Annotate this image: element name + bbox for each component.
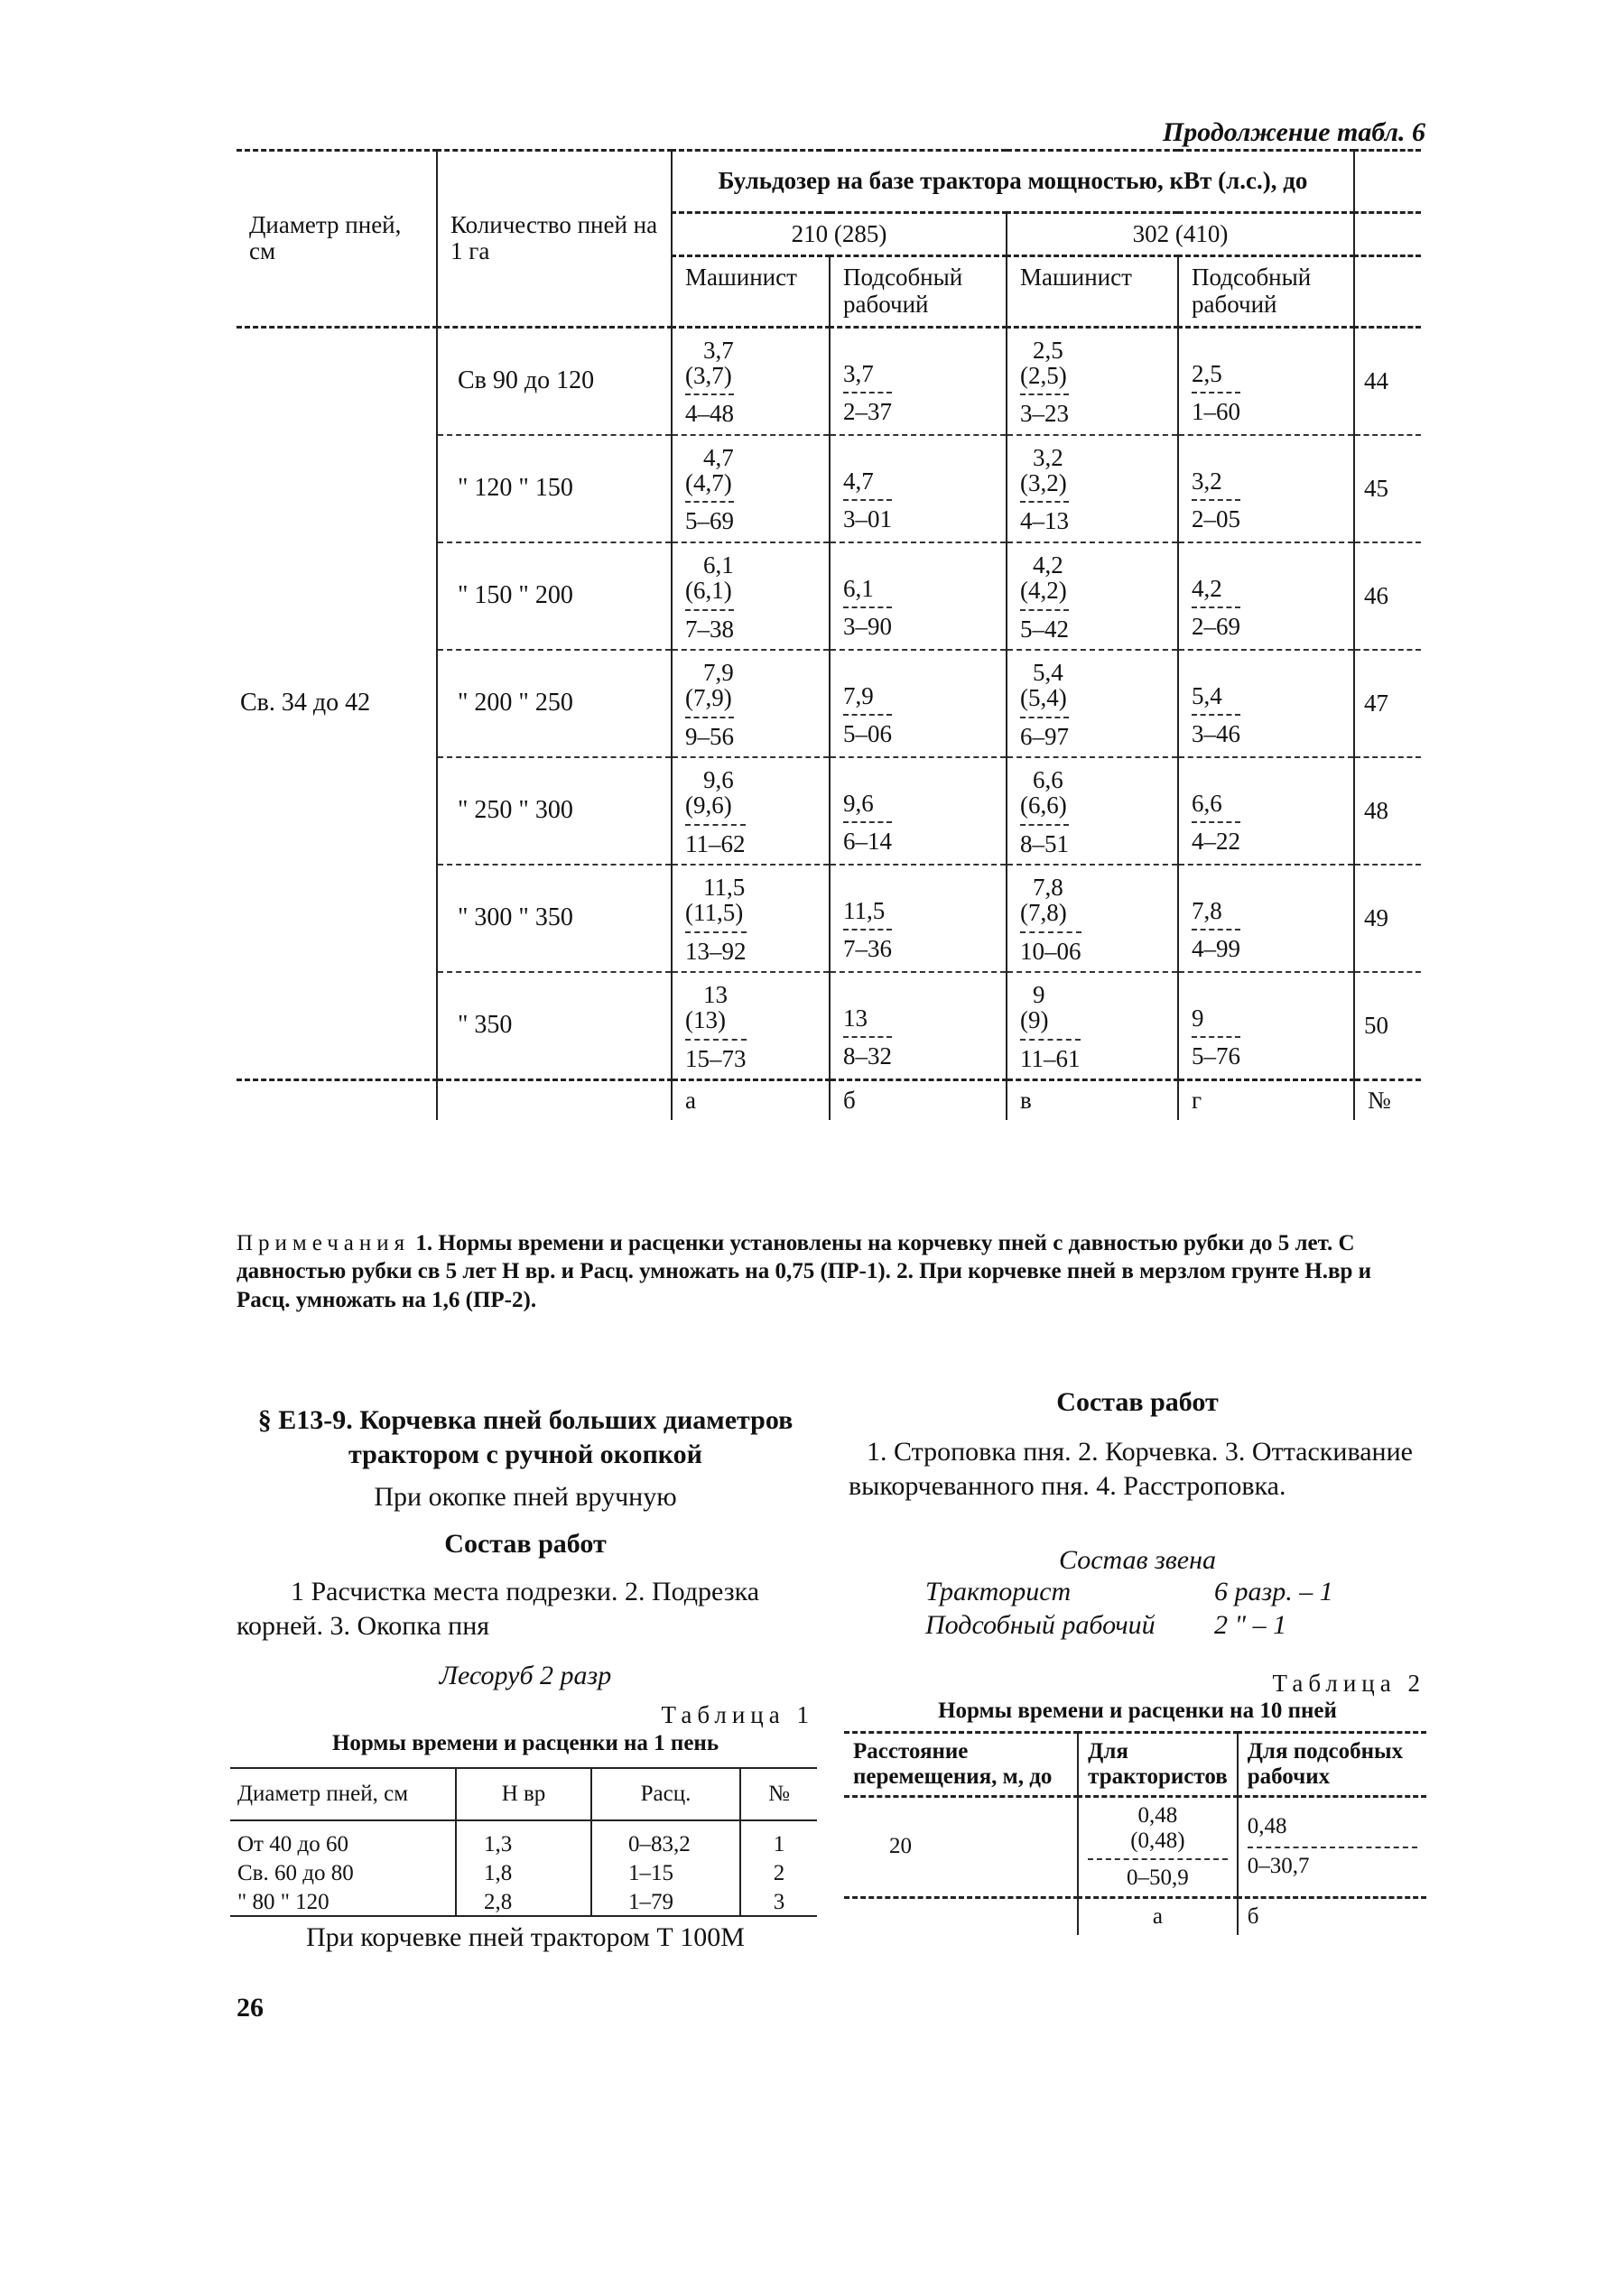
notes-label: Примечания	[237, 1231, 411, 1255]
val-paren: (9,6)	[685, 792, 732, 819]
table-letters-row	[237, 1079, 1421, 1120]
helper-210	[830, 435, 1007, 542]
val-paren: (3,7)	[685, 362, 732, 390]
val-paren: (7,9)	[685, 684, 732, 712]
row-number: 50	[1354, 972, 1421, 1080]
val: 6,1	[843, 574, 874, 602]
t1-header-nvr: Н вр	[456, 1768, 591, 1820]
t1-diameter: От 40 до 60	[237, 1832, 348, 1856]
rate: 6–97	[1020, 717, 1069, 749]
rate: 7–38	[685, 609, 734, 642]
val-paren: (5,4)	[1020, 684, 1067, 712]
letter-v: в	[1007, 1079, 1178, 1120]
val-paren: (7,8)	[1020, 899, 1067, 927]
row-number: 45	[1354, 435, 1421, 542]
right-work-text: 1. Строповка пня. 2. Корчевка. 3. Оттаскивание выкорчеванного пня. 4. Расстроповка.	[849, 1437, 1413, 1501]
t1-header-rasc: Расц.	[591, 1768, 740, 1820]
val: 7,9	[843, 682, 874, 710]
rate: 2–05	[1192, 499, 1240, 532]
t2-tractorist-cell	[1078, 1797, 1238, 1898]
machinist-210	[672, 435, 830, 542]
val: 7,8	[1192, 897, 1222, 925]
val-paren: (3,2)	[1020, 469, 1067, 497]
t1-diameter: " 80 " 120	[237, 1890, 329, 1914]
rate: 8–32	[843, 1036, 892, 1069]
table2-label: Таблица 2	[1272, 1670, 1425, 1697]
val: 3,2	[1033, 443, 1063, 471]
val: 6,6	[1192, 790, 1222, 818]
rate: 1–60	[1192, 392, 1240, 424]
table-row	[230, 1886, 817, 1916]
crew-tractorist-name: Тракторист	[925, 1577, 1072, 1606]
header-machinist-2: Машинист	[1007, 256, 1178, 327]
rate: 3–23	[1020, 393, 1069, 426]
header-helper-2: Подсобный рабочий	[1178, 256, 1354, 327]
val: 5,4	[1033, 658, 1063, 686]
t2-header-tractorist: Для трактористов	[1078, 1733, 1238, 1797]
val: 3,2	[1192, 467, 1222, 495]
row-count: Св 90 до 120	[437, 327, 672, 435]
crew-helper	[925, 1608, 1395, 1643]
header-machinist-1: Машинист	[672, 256, 830, 327]
row-number: 46	[1354, 542, 1421, 650]
row-count: " 250 " 300	[437, 757, 672, 865]
val-paren: (11,5)	[685, 899, 744, 927]
letter-a: а	[672, 1079, 830, 1120]
val-paren: (6,1)	[685, 577, 732, 605]
t2-a1r: 0–50,9	[1088, 1858, 1228, 1891]
t1-rasc: 0–83,2	[591, 1820, 740, 1857]
rate: 2–37	[843, 392, 892, 424]
right-crew-heading: Состав звена	[1058, 1545, 1216, 1575]
crew-tractorist-val: 6 разр. – 1	[1214, 1577, 1333, 1606]
row-count: " 120 " 150	[437, 435, 672, 542]
t2-a1: 0,48	[1137, 1803, 1178, 1828]
helper-302	[1178, 435, 1354, 542]
val-paren: (4,2)	[1020, 577, 1067, 605]
val: 13	[703, 980, 728, 1008]
crew-tractorist	[925, 1575, 1395, 1609]
val-paren: (13)	[685, 1006, 726, 1034]
rate: 7–36	[843, 929, 892, 961]
t2-a1p: (0,48)	[1130, 1828, 1185, 1853]
table-6	[237, 149, 1421, 1120]
rate: 13–92	[685, 931, 747, 964]
machinist-302	[1007, 757, 1178, 865]
rate: 2–69	[1192, 606, 1240, 639]
t2-header-helper: Для подсобных рабочих	[1238, 1733, 1426, 1797]
header-power-302: 302 (410)	[1007, 212, 1354, 256]
row-count: " 200 " 250	[437, 650, 672, 757]
table-row	[230, 1857, 817, 1886]
rate: 3–90	[843, 606, 892, 639]
t2-distance: 20	[889, 1834, 912, 1859]
header-diameter: Диаметр пней, см	[249, 210, 402, 265]
val-paren: (2,5)	[1020, 362, 1067, 390]
helper-302	[1178, 972, 1354, 1080]
rate: 6–14	[843, 821, 892, 854]
t2-helper-cell	[1238, 1797, 1426, 1898]
rate: 8–51	[1020, 824, 1069, 856]
val: 9	[1033, 980, 1045, 1008]
t2-b1r: 0–30,7	[1248, 1847, 1417, 1879]
val: 2,5	[1033, 336, 1063, 364]
letter-b: б	[830, 1079, 1007, 1120]
table-notes	[237, 1229, 1419, 1314]
header-power-210: 210 (285)	[672, 212, 1007, 256]
val: 2,5	[1192, 359, 1222, 387]
val: 4,2	[1033, 551, 1063, 579]
t2-header-distance: Расстояние перемещения, м, до	[853, 1739, 1053, 1789]
machinist-210	[672, 865, 830, 972]
machinist-302	[1007, 327, 1178, 435]
letter-no: №	[1354, 1079, 1421, 1120]
t1-header-diameter: Диаметр пней, см	[237, 1782, 409, 1806]
helper-302	[1178, 327, 1354, 435]
helper-302	[1178, 650, 1354, 757]
val: 7,8	[1033, 873, 1063, 901]
val-paren: (6,6)	[1020, 792, 1067, 819]
t1-nvr: 1,8	[456, 1857, 591, 1886]
row-count: " 350	[437, 972, 672, 1080]
row-number: 49	[1354, 865, 1421, 972]
val: 4,7	[843, 467, 874, 495]
t1-diameter: Св. 60 до 80	[237, 1861, 354, 1885]
row-number: 48	[1354, 757, 1421, 865]
val: 3,7	[843, 359, 874, 387]
table2-title: Нормы времени и расценки на 10 пней	[938, 1699, 1337, 1723]
val: 9	[1192, 1004, 1204, 1032]
rate: 5–06	[843, 714, 892, 746]
helper-302	[1178, 757, 1354, 865]
val: 9,6	[703, 765, 734, 793]
t2-letter-b: б	[1238, 1897, 1426, 1935]
rate: 4–99	[1192, 929, 1240, 961]
val: 13	[843, 1004, 868, 1032]
val: 6,1	[703, 551, 734, 579]
val: 4,7	[703, 443, 734, 471]
table-row	[230, 1820, 817, 1857]
machinist-302	[1007, 650, 1178, 757]
table-2	[844, 1731, 1426, 1935]
rate: 9–56	[685, 717, 734, 749]
header-helper-1: Подсобный рабочий	[830, 256, 1007, 327]
table1-label: Таблица 1	[661, 1701, 814, 1728]
crew-helper-name: Подсобный рабочий	[925, 1610, 1156, 1640]
machinist-210	[672, 650, 830, 757]
t1-header-no: №	[740, 1768, 817, 1820]
rate: 4–22	[1192, 821, 1240, 854]
section-subtitle: При окопке пней вручную	[374, 1482, 677, 1512]
rate: 4–48	[685, 393, 734, 426]
continuation-label: Продолжение табл. 6	[1162, 117, 1425, 147]
section-title: § Е13-9. Корчевка пней больших диаметров трактором с ручной окопкой	[257, 1405, 794, 1469]
notes-text: 1. Нормы времени и расценки установлены на корчевку пней с давностью рубки до 5 лет. С давностью рубки св 5 лет Н вр. и Расц. умножать на 0,75 (ПР-1). 2. При корчевке пней в мерзлом грунте Н.вр и Расц. умножать на 1,6 (ПР-2).	[237, 1231, 1372, 1312]
rate: 11–62	[685, 824, 746, 856]
table-row	[237, 327, 1421, 435]
tractor-line: При корчевке пней трактором Т 100М	[306, 1922, 745, 1952]
helper-210	[830, 327, 1007, 435]
t1-rasc: 1–15	[591, 1857, 740, 1886]
machinist-210	[672, 327, 830, 435]
val: 6,6	[1033, 765, 1063, 793]
t1-no: 2	[740, 1857, 817, 1886]
letter-g: г	[1178, 1079, 1354, 1120]
machinist-302	[1007, 435, 1178, 542]
rate: 5–42	[1020, 609, 1069, 642]
t1-rasc: 1–79	[591, 1886, 740, 1916]
rate: 11–61	[1020, 1039, 1081, 1071]
left-crew: Лесоруб 2 разр	[439, 1661, 612, 1690]
right-work-heading: Состав работ	[1056, 1387, 1219, 1417]
helper-210	[830, 542, 1007, 650]
machinist-210	[672, 542, 830, 650]
machinist-210	[672, 972, 830, 1080]
machinist-302	[1007, 972, 1178, 1080]
t1-no: 1	[740, 1820, 817, 1857]
rate: 10–06	[1020, 931, 1081, 964]
machinist-302	[1007, 865, 1178, 972]
helper-210	[830, 972, 1007, 1080]
helper-302	[1178, 542, 1354, 650]
helper-210	[830, 865, 1007, 972]
table1-title: Нормы времени и расценки на 1 пень	[331, 1731, 719, 1755]
val: 5,4	[1192, 682, 1222, 710]
helper-210	[830, 650, 1007, 757]
page-number: 26	[237, 1993, 264, 2023]
t2-letter-a: а	[1078, 1897, 1238, 1935]
t1-no: 3	[740, 1886, 817, 1916]
rate: 5–69	[685, 501, 734, 533]
row-count: " 150 " 200	[437, 542, 672, 650]
val: 11,5	[703, 873, 746, 901]
t1-nvr: 2,8	[456, 1886, 591, 1916]
val: 9,6	[843, 790, 874, 818]
machinist-302	[1007, 542, 1178, 650]
left-work-text: 1 Расчистка места подрезки. 2. Подрезка корней. 3. Окопка пня	[237, 1577, 760, 1641]
val: 4,2	[1192, 574, 1222, 602]
helper-210	[830, 757, 1007, 865]
val: 7,9	[703, 658, 734, 686]
val: 11,5	[843, 897, 886, 925]
row-number: 47	[1354, 650, 1421, 757]
crew-helper-val: 2 " – 1	[1214, 1610, 1287, 1640]
diameter-group: Св. 34 до 42	[240, 689, 371, 718]
t1-nvr: 1,3	[456, 1820, 591, 1857]
header-count: Количество пней на 1 га	[437, 151, 672, 328]
header-bulldozer: Бульдозер на базе трактора мощностью, кВт (л.с.), до	[672, 151, 1354, 213]
rate: 15–73	[685, 1039, 747, 1071]
table-1	[230, 1767, 817, 1917]
val: 3,7	[703, 336, 734, 364]
rate: 4–13	[1020, 501, 1069, 533]
machinist-210	[672, 757, 830, 865]
val-paren: (9)	[1020, 1006, 1049, 1034]
t2-b1: 0,48	[1247, 1814, 1287, 1839]
left-work-heading: Состав работ	[444, 1529, 607, 1559]
row-count: " 300 " 350	[437, 865, 672, 972]
helper-302	[1178, 865, 1354, 972]
row-number: 44	[1354, 327, 1421, 435]
rate: 3–01	[843, 499, 892, 532]
rate: 3–46	[1192, 714, 1240, 746]
val-paren: (4,7)	[685, 469, 732, 497]
rate: 5–76	[1192, 1036, 1240, 1069]
